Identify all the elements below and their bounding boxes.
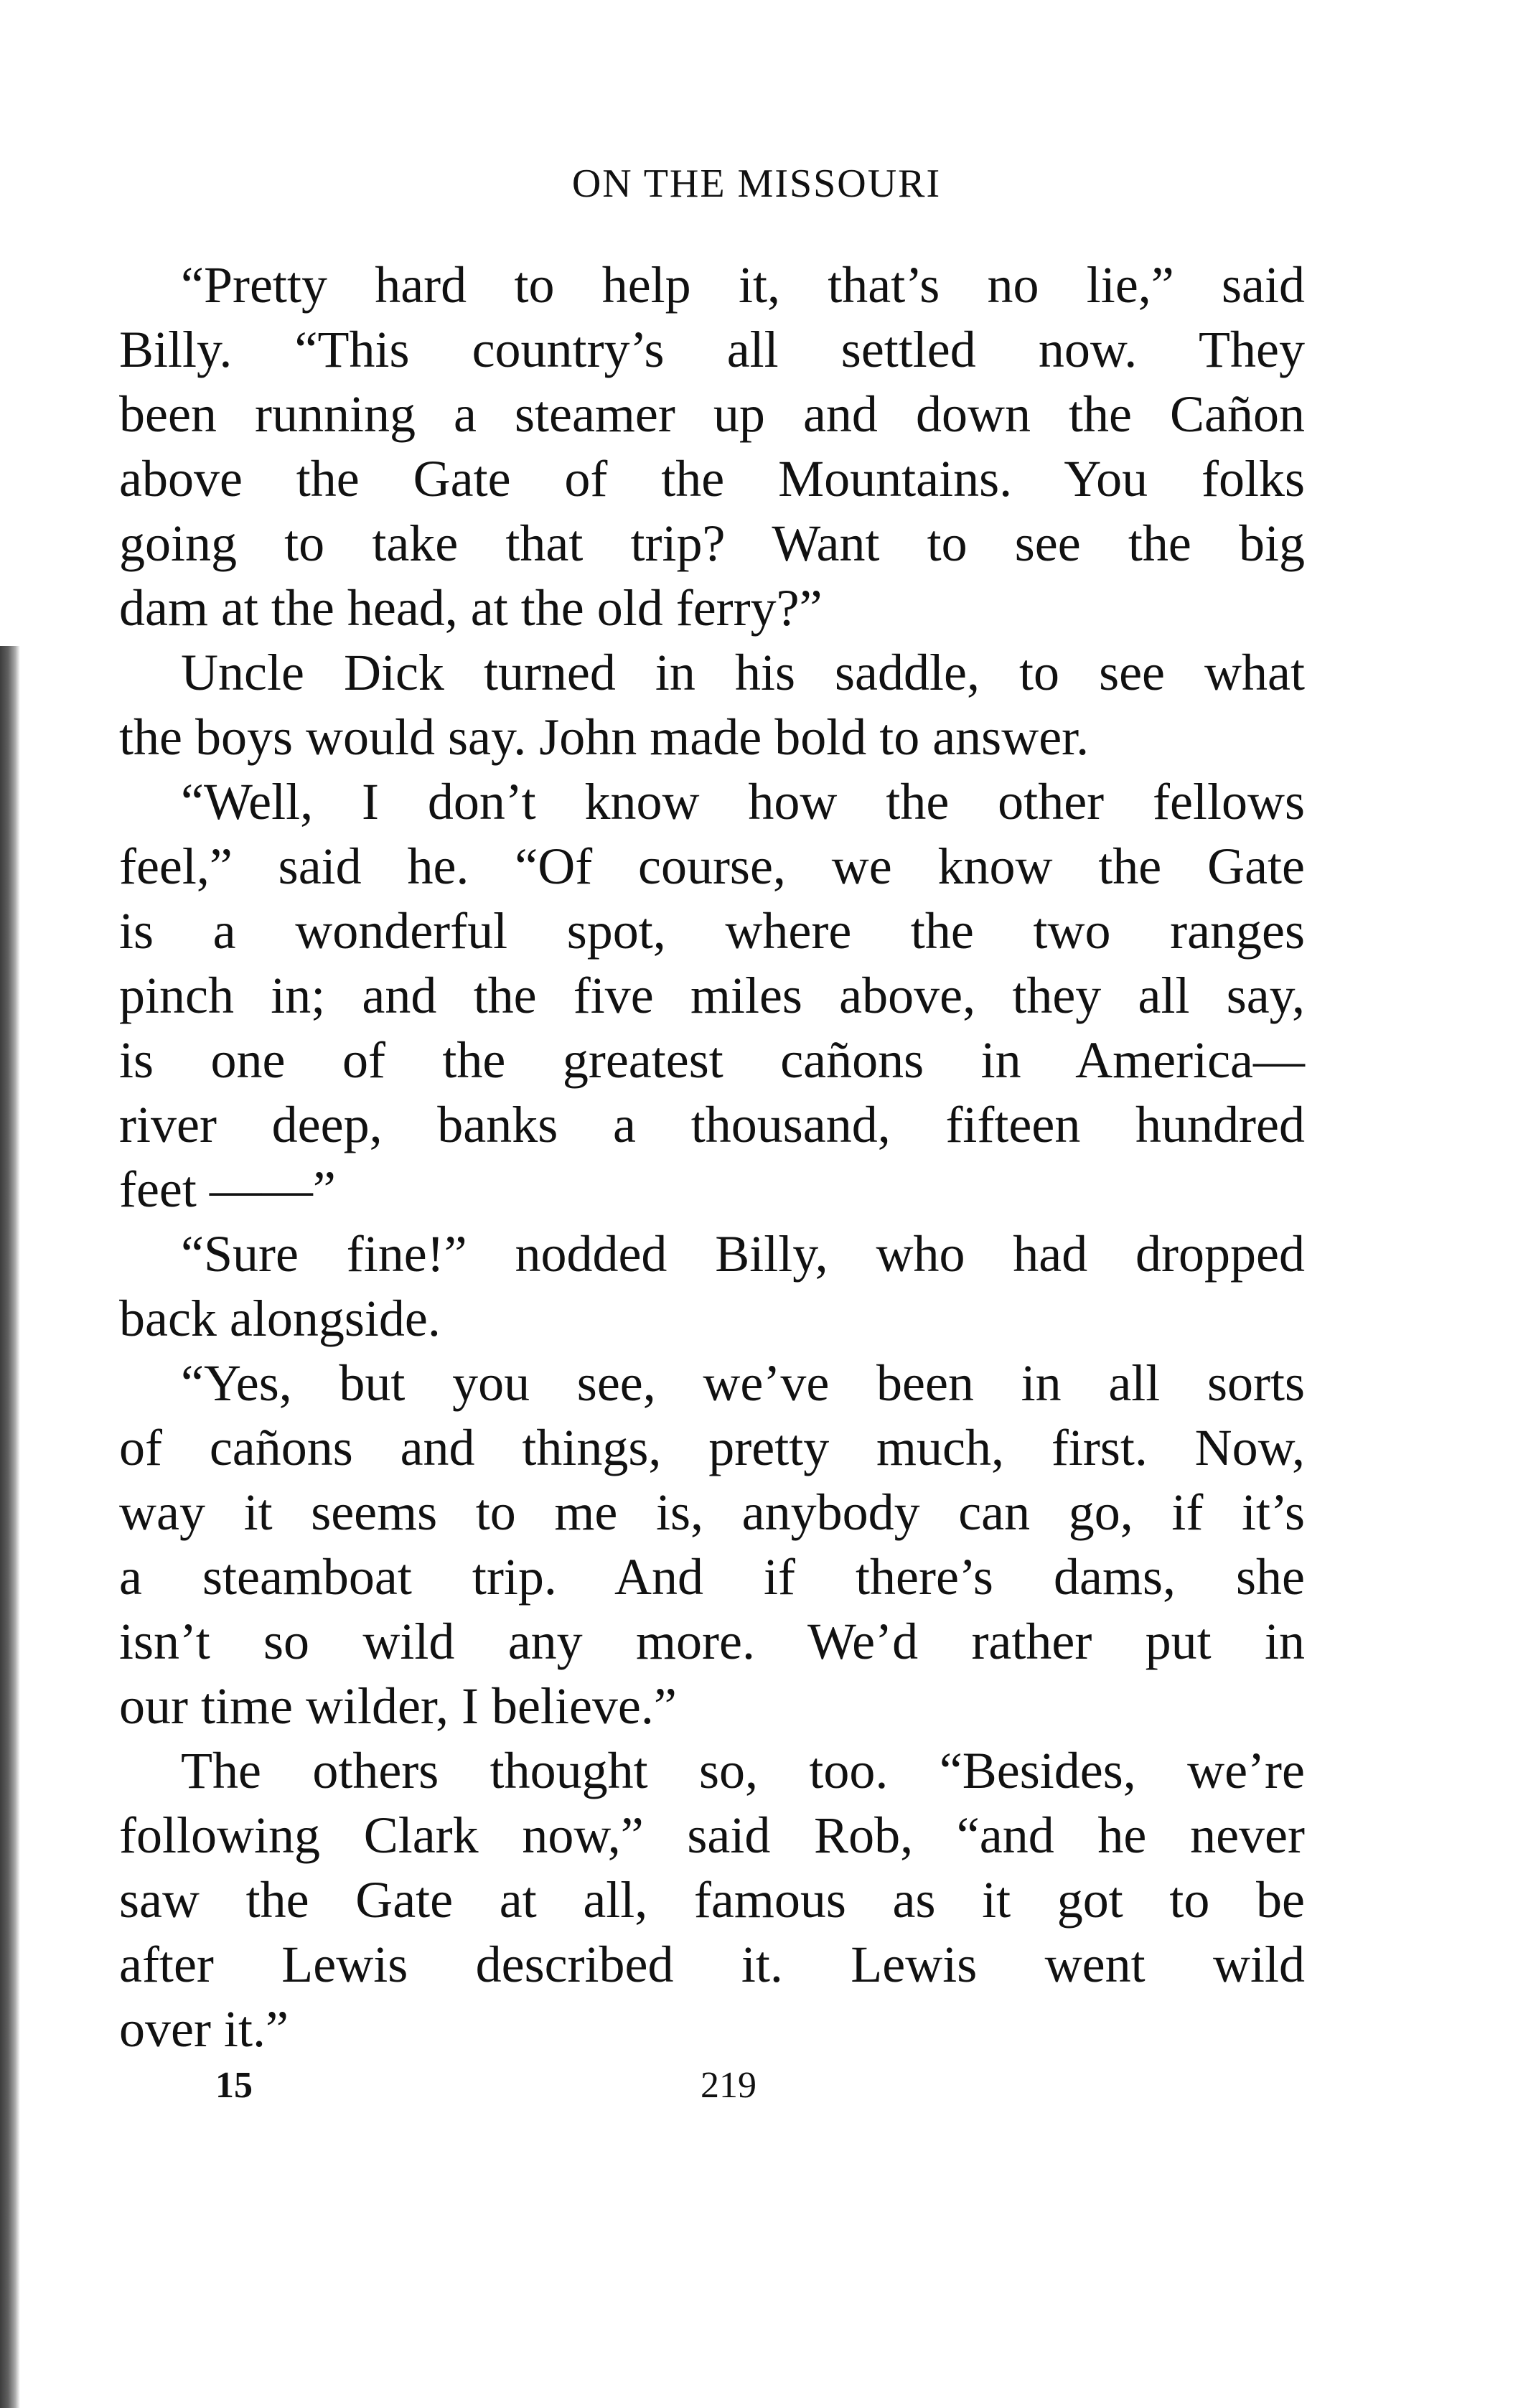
text-line: feel,” said he. “Of course, we know the Gate <box>119 838 1305 895</box>
paragraph <box>119 1222 1305 1351</box>
text-line: way it seems to me is, anybody can go, if it’s <box>119 1484 1305 1541</box>
paragraph <box>119 640 1305 769</box>
text-line: river deep, banks a thousand, fifteen hundred <box>119 1096 1305 1153</box>
text-line: a steamboat trip. And if there’s dams, she <box>119 1548 1305 1606</box>
text-line: been running a steamer up and down the Cañon <box>119 385 1305 443</box>
text-line: The others thought so, too. “Besides, we’re <box>181 1742 1305 1799</box>
text-line: feet ——” <box>119 1161 336 1218</box>
text-line: following Clark now,” said Rob, “and he never <box>119 1807 1305 1864</box>
text-line: pinch in; and the five miles above, they all say, <box>119 967 1305 1024</box>
text-line: is a wonderful spot, where the two ranges <box>119 902 1305 960</box>
paragraph <box>119 253 1305 640</box>
text-line: above the Gate of the Mountains. You folks <box>119 450 1305 507</box>
text-line: “Pretty hard to help it, that’s no lie,” said <box>181 256 1305 314</box>
paragraph <box>119 1738 1305 2061</box>
text-line: dam at the head, at the old ferry?” <box>119 579 823 637</box>
paragraph <box>119 769 1305 1222</box>
text-line: of cañons and things, pretty much, first. Now, <box>119 1419 1305 1476</box>
text-line: over it.” <box>119 2000 289 2058</box>
text-line: going to take that trip? Want to see the big <box>119 515 1305 572</box>
text-line: saw the Gate at all, famous as it got to be <box>119 1871 1305 1929</box>
text-line: “Well, I don’t know how the other fellows <box>181 773 1305 830</box>
running-head: ON THE MISSOURI <box>571 161 942 206</box>
paragraph <box>119 1351 1305 1738</box>
text-line: Uncle Dick turned in his saddle, to see what <box>181 644 1305 701</box>
text-line: “Yes, but you see, we’ve been in all sorts <box>181 1354 1305 1412</box>
body-text <box>119 253 1305 2061</box>
text-line: the boys would say. John made bold to answer. <box>119 708 1090 766</box>
text-line: Billy. “This country’s all settled now. They <box>119 321 1305 378</box>
page-binding-shadow <box>0 646 20 2408</box>
text-line: back alongside. <box>119 1290 441 1347</box>
text-line: isn’t so wild any more. We’d rather put in <box>119 1613 1305 1670</box>
text-line: after Lewis described it. Lewis went wild <box>119 1936 1305 1993</box>
page-number: 219 <box>701 2065 756 2106</box>
text-line: is one of the greatest cañons in America— <box>119 1031 1305 1089</box>
signature-mark: 15 <box>215 2065 253 2106</box>
text-line: our time wilder, I believe.” <box>119 1677 677 1735</box>
text-line: “Sure fine!” nodded Billy, who had dropped <box>181 1225 1305 1283</box>
